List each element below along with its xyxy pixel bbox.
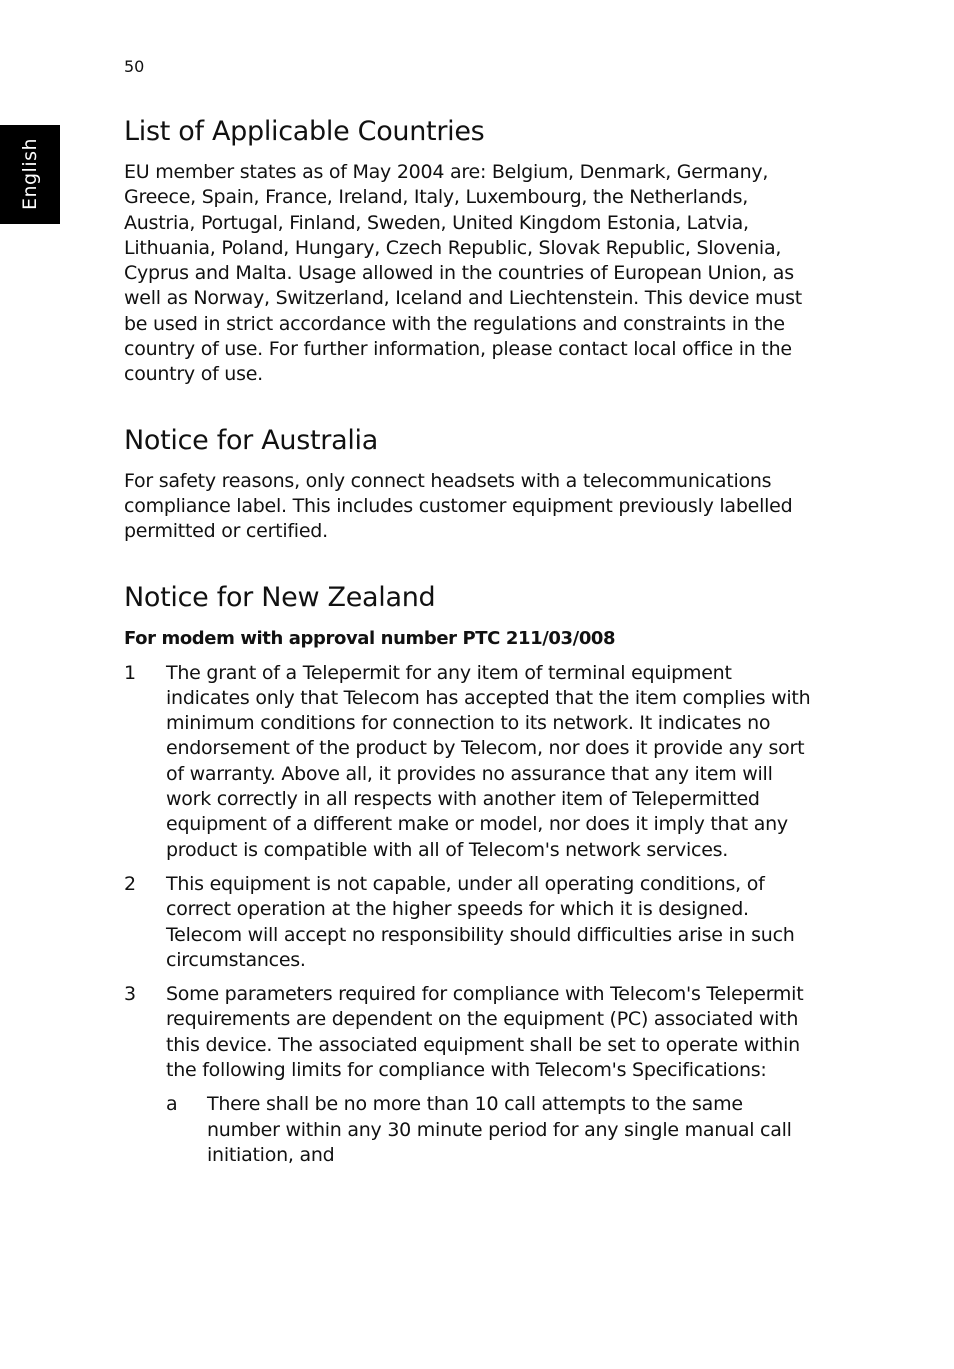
section-applicable-countries xyxy=(124,112,814,388)
list-item-text: The grant of a Telepermit for any item of terminal equipment indicates only that Telecom has accepted that the item complies with minimum conditions for connection to its network. It indicates no endorsement of the product by Telecom, nor does it provide any sort of warranty. Above all, it provides no assurance that any item will work correctly in all respects with another item of Telepermitted equipment of a different make or model, nor does it imply that any product is compatible with all of Telecom's network services. xyxy=(166,661,811,861)
sub-list-item xyxy=(166,1092,814,1168)
page-number: 50 xyxy=(124,57,145,76)
page-content xyxy=(124,112,814,1201)
list-item-text: This equipment is not capable, under all operating conditions, of correct operation at the higher speeds for which it is designed. Telecom will accept no responsibility should difficulties arise in such circumstances. xyxy=(166,872,795,971)
heading-notice-australia: Notice for Australia xyxy=(124,424,378,456)
list-item-text: Some parameters required for compliance with Telecom's Telepermit requirements are dependent on the equipment (PC) associated with this device. The associated equipment shall be set to operate within the following limits for compliance with Telecom's Specifications: xyxy=(166,983,804,1082)
section-notice-australia xyxy=(124,421,814,545)
heading-notice-new-zealand: Notice for New Zealand xyxy=(124,581,436,613)
sub-list-item-letter: a xyxy=(166,1093,178,1116)
section-notice-new-zealand xyxy=(124,578,814,1169)
list-item-number: 3 xyxy=(124,983,137,1006)
sub-list-item-text: There shall be no more than 10 call attempts to the same number within any 30 minute period for any single manual call initiation, and xyxy=(207,1093,792,1166)
language-tab-label: English xyxy=(19,137,41,211)
heading-applicable-countries: List of Applicable Countries xyxy=(124,116,485,147)
list-item-number: 2 xyxy=(124,872,137,895)
list-item xyxy=(124,661,814,863)
paragraph-notice-australia: For safety reasons, only connect headsets with a telecommunications compliance label. This includes customer equipment previously labelled permitted or certified. xyxy=(124,469,793,543)
language-side-tab xyxy=(0,125,60,224)
list-item xyxy=(124,872,814,973)
subheading-modem-approval: For modem with approval number PTC 211/03/008 xyxy=(124,627,616,649)
list-item xyxy=(124,982,814,1083)
paragraph-applicable-countries: EU member states as of May 2004 are: Belgium, Denmark, Germany, Greece, Spain, France, Ireland, Italy, Luxembourg, the Netherlands, Austria, Portugal, Finland, Sweden, United Kingdom Estonia, Latvia, Lithuania, Poland, Hungary, Czech Republic, Slovak Republic, Slovenia, Cyprus and Malta. Usage allowed in the countries of European Union, as well as Norway, Switzerland, Iceland and Liechtenstein. This device must be used in strict accordance with the regulations and constraints in the country of use. For further information, please contact local office in the country of use. xyxy=(124,161,802,386)
list-item-number: 1 xyxy=(124,661,137,684)
